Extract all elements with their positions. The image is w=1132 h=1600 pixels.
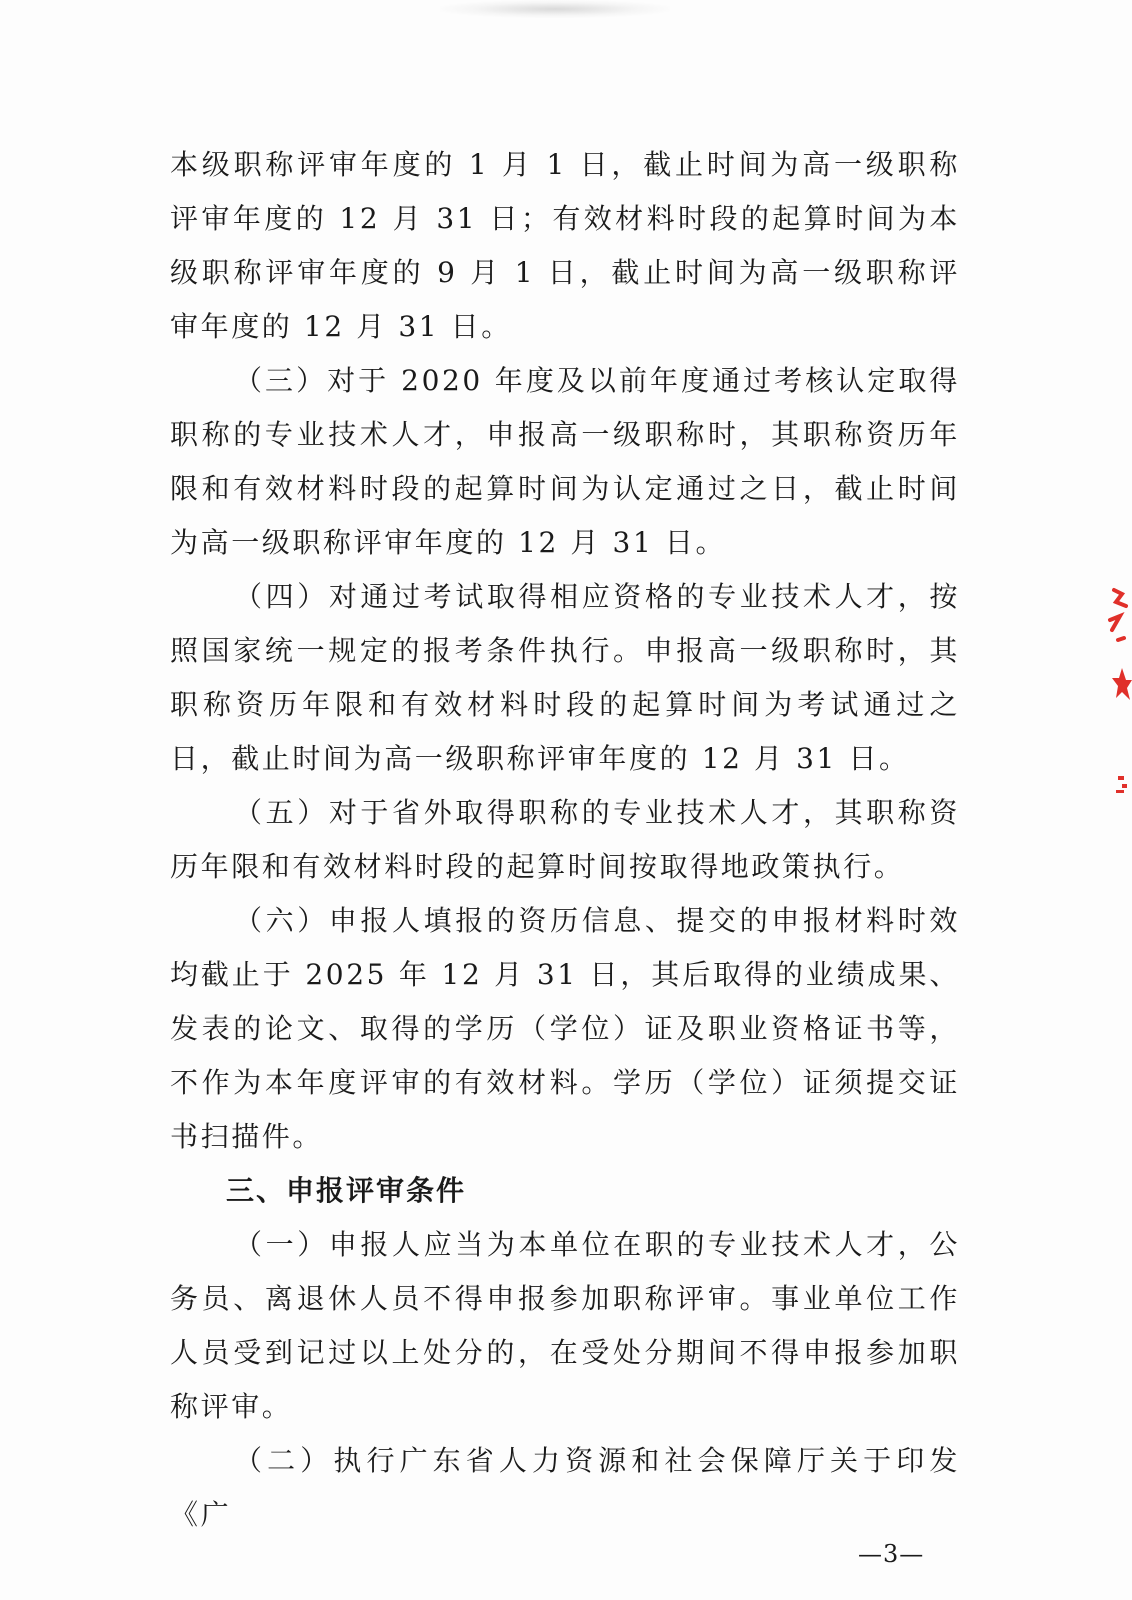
paragraph-3: （四）对通过考试取得相应资格的专业技术人才，按照国家统一规定的报考条件执行。申报高一级职称时，其职称资历年限和有效材料时段的起算时间为考试通过之日，截止时间为高一级职称评审年度的 12 月 31 日。 — [170, 580, 960, 775]
section-heading: 三、申报评审条件 — [226, 1174, 467, 1207]
document-body — [170, 138, 960, 1542]
paragraph-5: （六）申报人填报的资历信息、提交的申报材料时效均截止于 2025 年 12 月 31 日，其后取得的业绩成果、发表的论文、取得的学历（学位）证及职业资格证书等，不作为本年度评审的有效材料。学历（学位）证须提交证书扫描件。 — [170, 904, 960, 1153]
paragraph-4: （五）对于省外取得职称的专业技术人才，其职称资历年限和有效材料时段的起算时间按取得地政策执行。 — [170, 796, 960, 883]
paragraph-2: （三）对于 2020 年度及以前年度通过考核认定取得职称的专业技术人才，申报高一级职称时，其职称资历年限和有效材料时段的起算时间为认定通过之日，截止时间为高一级职称评审年度的 12 月 31 日。 — [170, 364, 960, 559]
paragraph-1: 本级职称评审年度的 1 月 1 日，截止时间为高一级职称评审年度的 12 月 31 日；有效材料时段的起算时间为本级职称评审年度的 9 月 1 日，截止时间为高一级职称评审年度的 12 月 31 日。 — [170, 148, 960, 343]
page-number: —3— — [858, 1540, 925, 1568]
red-seal-fragment — [1092, 580, 1132, 820]
paragraph-6: （一）申报人应当为本单位在职的专业技术人才，公务员、离退休人员不得申报参加职称评审。事业单位工作人员受到记过以上处分的，在受处分期间不得申报参加职称评审。 — [170, 1228, 960, 1423]
paragraph-7: （二）执行广东省人力资源和社会保障厅关于印发《广 — [170, 1444, 960, 1531]
scan-artifact — [440, 0, 670, 18]
